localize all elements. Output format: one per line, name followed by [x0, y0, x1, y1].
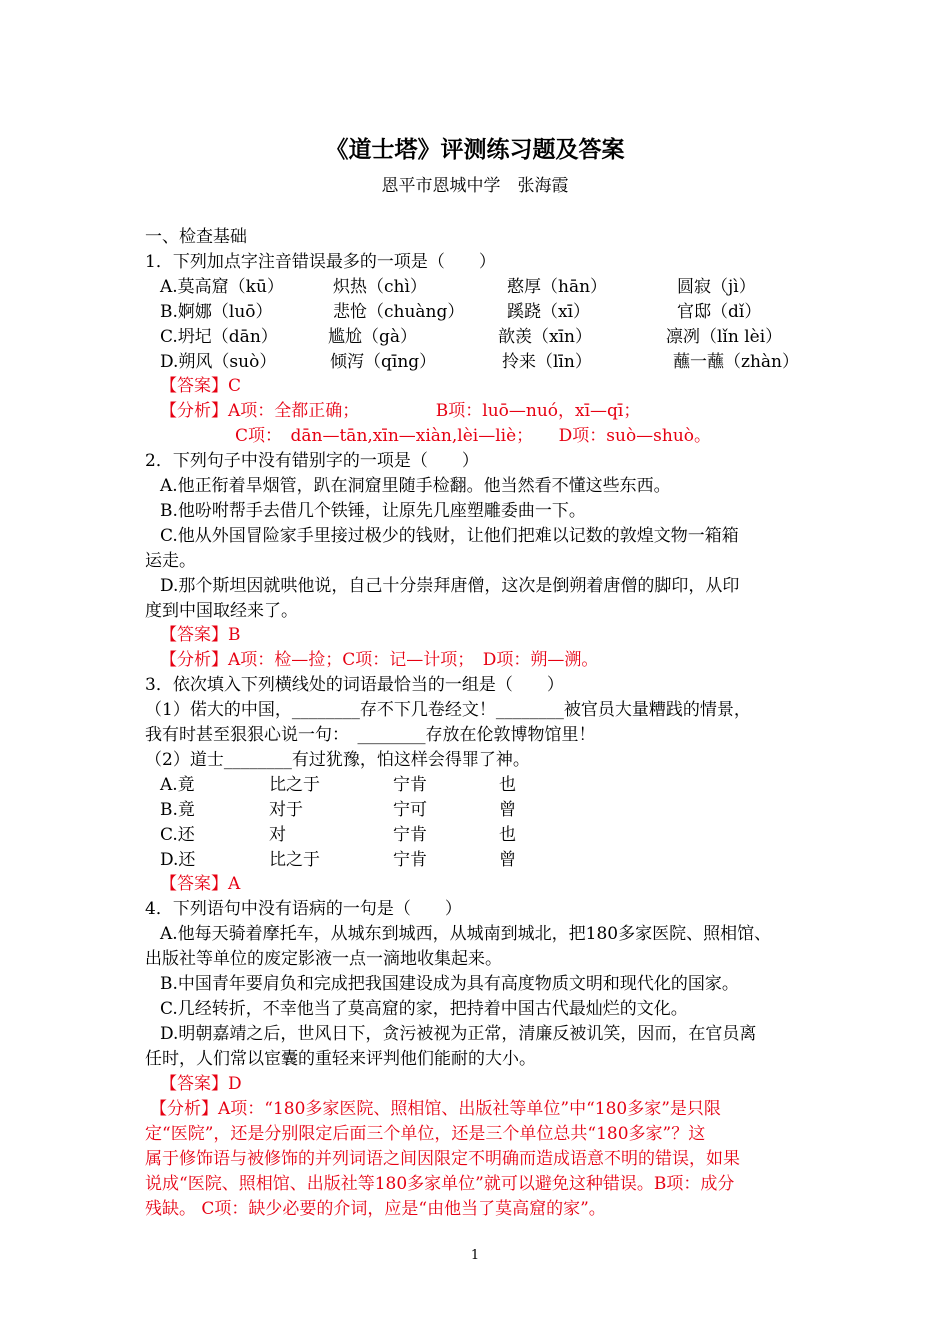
q1-option-cell: B.婀娜（luō） — [160, 302, 273, 322]
q2-option-c: C.他从外国冒险家手里接过极少的钱财，让他们把难以记数的敦煌文物一箱箱 — [160, 526, 739, 546]
q3-option-cell: C.还 — [160, 825, 195, 845]
q3-stem: 3．依次填入下列横线处的词语最恰当的一组是（ ） — [145, 675, 564, 695]
q3-option-cell: 宁肯 — [393, 775, 427, 795]
q3-sentence-1: （1）偌大的中国，________存不下几卷经文！________被官员大量糟践的情景， — [145, 700, 751, 720]
q4-option-a: A.他每天骑着摩托车，从城东到城西，从城南到城北，把180多家医院、照相馆、 — [160, 924, 772, 944]
q4-option-d: D.明朝嘉靖之后，世风日下，贪污被视为正常，清廉反被讥笑，因而，在官员离 — [160, 1024, 757, 1044]
q3-option-cell: 宁肯 — [393, 850, 427, 870]
q4-stem: 4．下列语句中没有语病的一句是（ ） — [145, 899, 462, 919]
q1-stem: 1．下列加点字注音错误最多的一项是（ ） — [145, 252, 496, 272]
section-heading: 一、检查基础 — [145, 227, 247, 247]
q2-analysis: 【分析】A项：检—捡；C项：记—计项； D项：朔—溯。 — [160, 650, 599, 670]
q4-option-a-cont: 出版社等单位的废定影液一点一滴地收集起来。 — [145, 949, 502, 969]
q2-option-a: A.他正衔着旱烟管，趴在洞窟里随手检翻。他当然看不懂这些东西。 — [160, 476, 671, 496]
q3-option-cell: 曾 — [499, 850, 516, 870]
q3-option-cell: 比之于 — [269, 850, 320, 870]
q1-option-cell: D.朔风（suò） — [160, 352, 277, 372]
document-title: 《道士塔》评测练习题及答案 — [325, 136, 625, 163]
q1-option-cell: 歆羡（xīn） — [498, 327, 592, 347]
q3-option-cell: 也 — [499, 775, 516, 795]
q3-sentence-2: （2）道士________有过犹豫，怕这样会得罪了神。 — [145, 750, 530, 770]
q3-option-cell: 宁可 — [393, 800, 427, 820]
author-line: 恩平市恩城中学 张海霞 — [381, 176, 569, 196]
q2-option-c-cont: 运走。 — [145, 551, 196, 571]
q1-option-cell: 凛冽（lǐn lèi） — [666, 327, 783, 347]
q1-analysis-cont: C项： dān—tān,xīn—xiàn,lèi—liè； D项：suò—shuò。 — [235, 426, 712, 446]
q4-option-d-cont: 任时，人们常以宦囊的重轻来评判他们能耐的大小。 — [145, 1049, 536, 1069]
q2-option-d-cont: 度到中国取经来了。 — [145, 601, 298, 621]
q4-analysis-cont: 定“医院”，还是分别限定后面三个单位，还是三个单位总共“180多家”？这 — [145, 1124, 706, 1144]
q1-option-cell: 憨厚（hān） — [507, 277, 608, 297]
q1-option-cell: A.莫高窟（kū） — [160, 277, 284, 297]
q3-option-cell: B.竟 — [160, 800, 195, 820]
q3-option-cell: 也 — [499, 825, 516, 845]
q1-option-cell: 尴尬（gà） — [328, 327, 418, 347]
q3-answer: 【答案】A — [160, 874, 241, 894]
q2-stem: 2．下列句子中没有错别字的一项是（ ） — [145, 451, 479, 471]
q3-option-cell: A.竟 — [160, 775, 195, 795]
q1-option-cell: 炽热（chì） — [333, 277, 427, 297]
q1-option-cell: 悲怆（chuàng） — [333, 302, 465, 322]
q4-option-c: C.几经转折，不幸他当了莫高窟的家，把持着中国古代最灿烂的文化。 — [160, 999, 688, 1019]
q4-analysis-cont: 属于修饰语与被修饰的并列词语之间因限定不明确而造成语意不明的错误，如果 — [145, 1149, 740, 1169]
q4-analysis-cont: 残缺。 C项：缺少必要的介词，应是“由他当了莫高窟的家”。 — [145, 1199, 606, 1219]
q3-option-cell: D.还 — [160, 850, 196, 870]
q1-analysis: 【分析】A项：全都正确； B项：luō—nuó，xī—qī； — [160, 401, 641, 421]
q2-answer: 【答案】B — [160, 625, 241, 645]
q1-option-cell: 蹊跷（xī） — [507, 302, 591, 322]
q4-answer: 【答案】D — [160, 1074, 242, 1094]
page-number: 1 — [470, 1248, 480, 1263]
q2-option-b: B.他吩咐帮手去借几个铁锤，让原先几座塑雕委曲一下。 — [160, 501, 586, 521]
q3-option-cell: 对 — [269, 825, 286, 845]
q3-option-cell: 曾 — [499, 800, 516, 820]
q3-option-cell: 对于 — [269, 800, 303, 820]
q3-option-cell: 宁肯 — [393, 825, 427, 845]
q1-option-cell: 倾泻（qīng） — [330, 352, 437, 372]
q1-answer: 【答案】C — [160, 376, 242, 396]
q3-sentence-1-cont: 我有时甚至狠狠心说一句： ________存放在伦敦博物馆里！ — [145, 725, 596, 745]
q1-option-cell: C.坍圮（dān） — [160, 327, 278, 347]
q4-analysis-cont: 说成“医院、照相馆、出版社等180多家单位”就可以避免这种错误。B项：成分 — [145, 1174, 735, 1194]
q3-option-cell: 比之于 — [269, 775, 320, 795]
q1-option-cell: 拎来（līn） — [502, 352, 592, 372]
q4-option-b: B.中国青年要肩负和完成把我国建设成为具有高度物质文明和现代化的国家。 — [160, 974, 739, 994]
q4-analysis: 【分析】A项：“180多家医院、照相馆、出版社等单位”中“180多家”是只限 — [150, 1099, 721, 1119]
q2-option-d: D.那个斯坦因就哄他说，自己十分崇拜唐僧，这次是倒朔着唐僧的脚印，从印 — [160, 576, 740, 596]
q1-option-cell: 圆寂（jì） — [677, 277, 756, 297]
q1-option-cell: 官邸（dǐ） — [677, 302, 762, 322]
q1-option-cell: 蘸一蘸（zhàn） — [673, 352, 799, 372]
